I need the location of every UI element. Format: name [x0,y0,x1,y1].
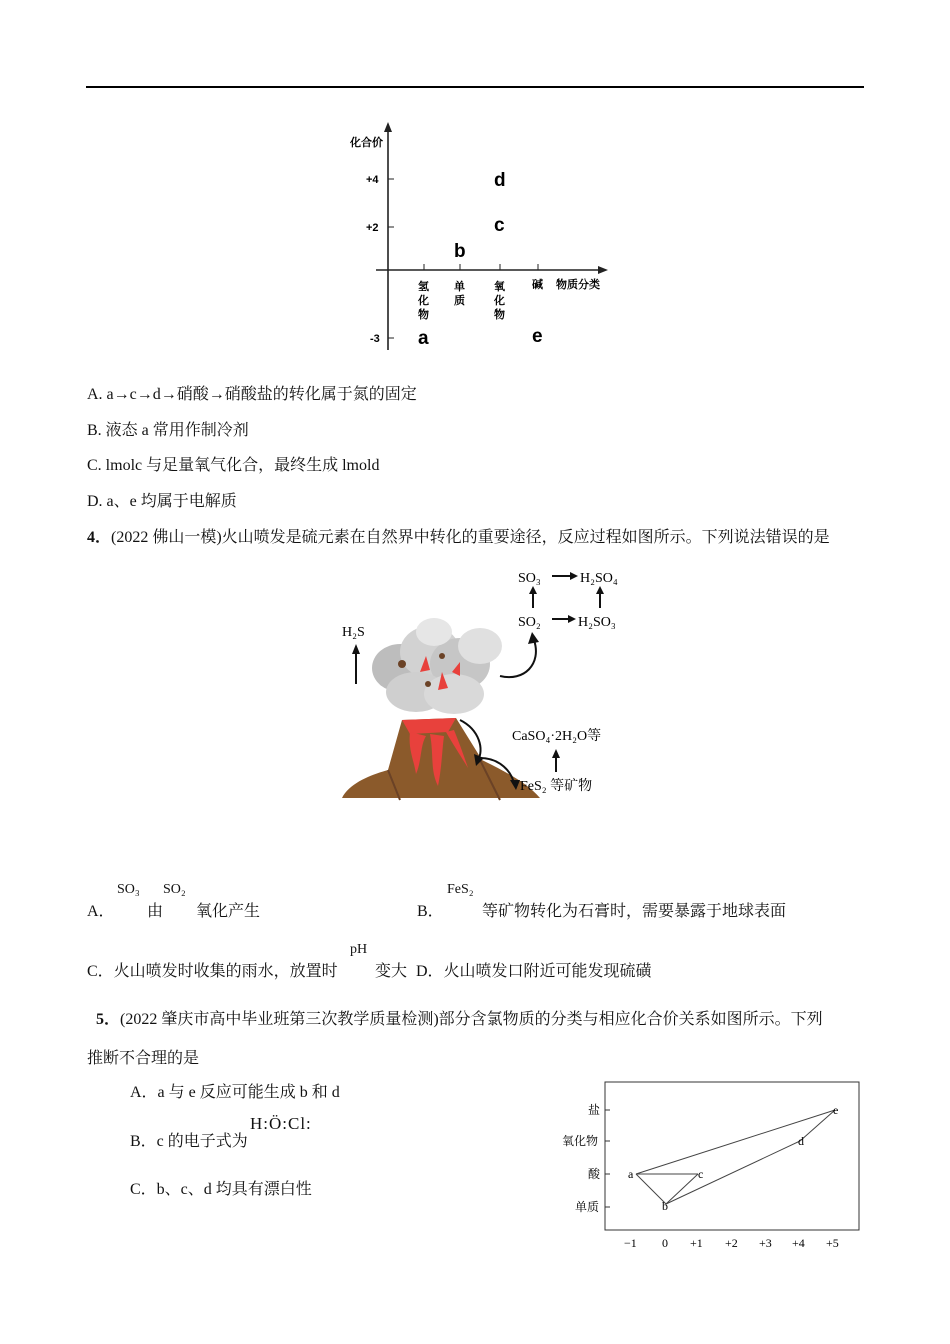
q4-stem-text: (2022 佛山一模)火山喷发是硫元素在自然界中转化的重要途径，反应过程如图所示。下列说法错误的是 [111,529,830,546]
q4-option-a-mid: 由 [147,903,164,920]
q5-option-c: C．b、c、d 均具有漂白性 [130,1181,312,1198]
chart2-point-c: c [698,1167,704,1181]
chart2-point-e: e [833,1103,839,1117]
chart1-point-c: c [494,215,505,236]
chart2-point-d: d [798,1134,804,1148]
chart1-cat-oxide-1: 氧 [494,281,505,293]
chart1-point-d: d [494,170,506,191]
diagram-so3: SO₃ [518,571,541,586]
q5-option-a: A．a 与 e 反应可能生成 b 和 d [130,1084,340,1101]
q5-stem-2: 推断不合理的是 [87,1050,200,1067]
diagram-so2: SO₂ [518,615,541,630]
chart2-xtick-p2: +2 [725,1236,738,1250]
q5-stem-text-1: (2022 肇庆市高中毕业班第三次教学质量检测)部分含氯物质的分类与相应化合价关系如图所示。下列 [120,1011,823,1028]
q4-number: 4． [87,529,112,546]
chart2-point-b: b [662,1199,668,1213]
chart1-cat-hydride [417,279,432,321]
chart1-cat-hydride-3: 物 [418,309,429,321]
diagram-fes2: FeS₂ 等矿物 [520,779,593,794]
chart2-xtick-p3: +3 [759,1236,772,1250]
diagram-h2s: H₂S [342,625,365,640]
chart1-cat-oxide [493,279,508,321]
q4-option-c-ph: pH [350,942,368,957]
chart2-ycat-element: 单质 [575,1200,600,1214]
q5-number: 5． [96,1011,121,1028]
chart1-cat-oxide-3: 物 [494,309,505,321]
nitrogen-valence-chart [340,118,620,358]
chart2-xtick-0: 0 [662,1236,668,1250]
chart2-xticks [624,1236,839,1250]
header-rule [86,86,864,88]
q4-option-a-so3: SO₃ [117,882,140,897]
diagram-h2so4: H₂SO₄ [580,571,618,586]
q5-option-b: B．c 的电子式为 [130,1133,248,1150]
smoke-cloud [372,618,502,714]
chart1-xlabel: 物质分类 [556,279,600,291]
chart2-point-a: a [628,1167,634,1181]
volcano-sulfur-diagram [330,560,630,810]
diagram-caso4: CaSO₄·2H₂O等 [512,729,602,744]
q5-stem-1 [96,1006,823,1029]
q3-option-a: A. a→c→d→硝酸→硝酸盐的转化属于氮的固定 [87,386,417,403]
chart1-cat-element-2: 质 [454,295,465,307]
q4-option-b-end: 等矿物转化为石膏时，需要暴露于地球表面 [482,903,787,920]
chart2-ycat-oxide: 氧化物 [562,1134,599,1148]
chart2-xtick-p4: +4 [792,1236,805,1250]
q4-option-b-label: B． [417,903,444,920]
q3-option-b: B. 液态 a 常用作制冷剂 [87,422,249,439]
chart2-xtick-p5: +5 [826,1236,839,1250]
q3-option-d: D. a、e 均属于电解质 [87,493,237,510]
chart1-point-e: e [532,326,543,347]
chart1-cat-element-1: 单 [454,281,465,293]
q4-option-d: D．火山喷发口附近可能发现硫磺 [416,963,652,980]
chart1-cat-oxide-2: 化 [494,295,505,307]
q4-option-a-so2: SO₂ [163,882,186,897]
chart2-xtick-m1: −1 [624,1236,637,1250]
chart1-tick-p4: +4 [366,174,379,186]
chart1-cat-hydride-2: 化 [418,295,429,307]
chart1-point-a: a [418,328,429,349]
diagram-h2so3: H₂SO₃ [578,615,616,630]
q4-option-c-end: 变大 [375,963,408,980]
chlorine-valence-chart [560,1080,870,1260]
q4-stem [87,524,830,547]
q4-option-a-label: A． [87,903,115,920]
chart1-ylabel: 化合价 [350,137,383,149]
chart1-cat-hydride-1: 氢 [418,281,429,293]
q5-electron-formula: H:Ö:Cl: [250,1114,312,1133]
q3-option-c: C. lmolc 与足量氧气化合，最终生成 lmold [87,457,380,474]
chart2-xtick-p1: +1 [690,1236,703,1250]
chart1-cat-base: 碱 [532,279,543,291]
chart2-ycat-salt: 盐 [588,1103,601,1117]
chart1-point-b: b [454,241,466,262]
chart1-cat-element [454,279,468,307]
q4-option-a-end: 氧化产生 [196,903,261,920]
chart2-ycat-acid: 酸 [588,1167,601,1181]
q4-option-c-label: C．火山喷发时收集的雨水，放置时 [87,963,338,980]
chart1-tick-m3: -3 [370,333,380,345]
chart1-tick-p2: +2 [366,222,379,234]
volcano-cone [342,718,540,800]
q4-option-b-fes2: FeS₂ [447,882,474,897]
